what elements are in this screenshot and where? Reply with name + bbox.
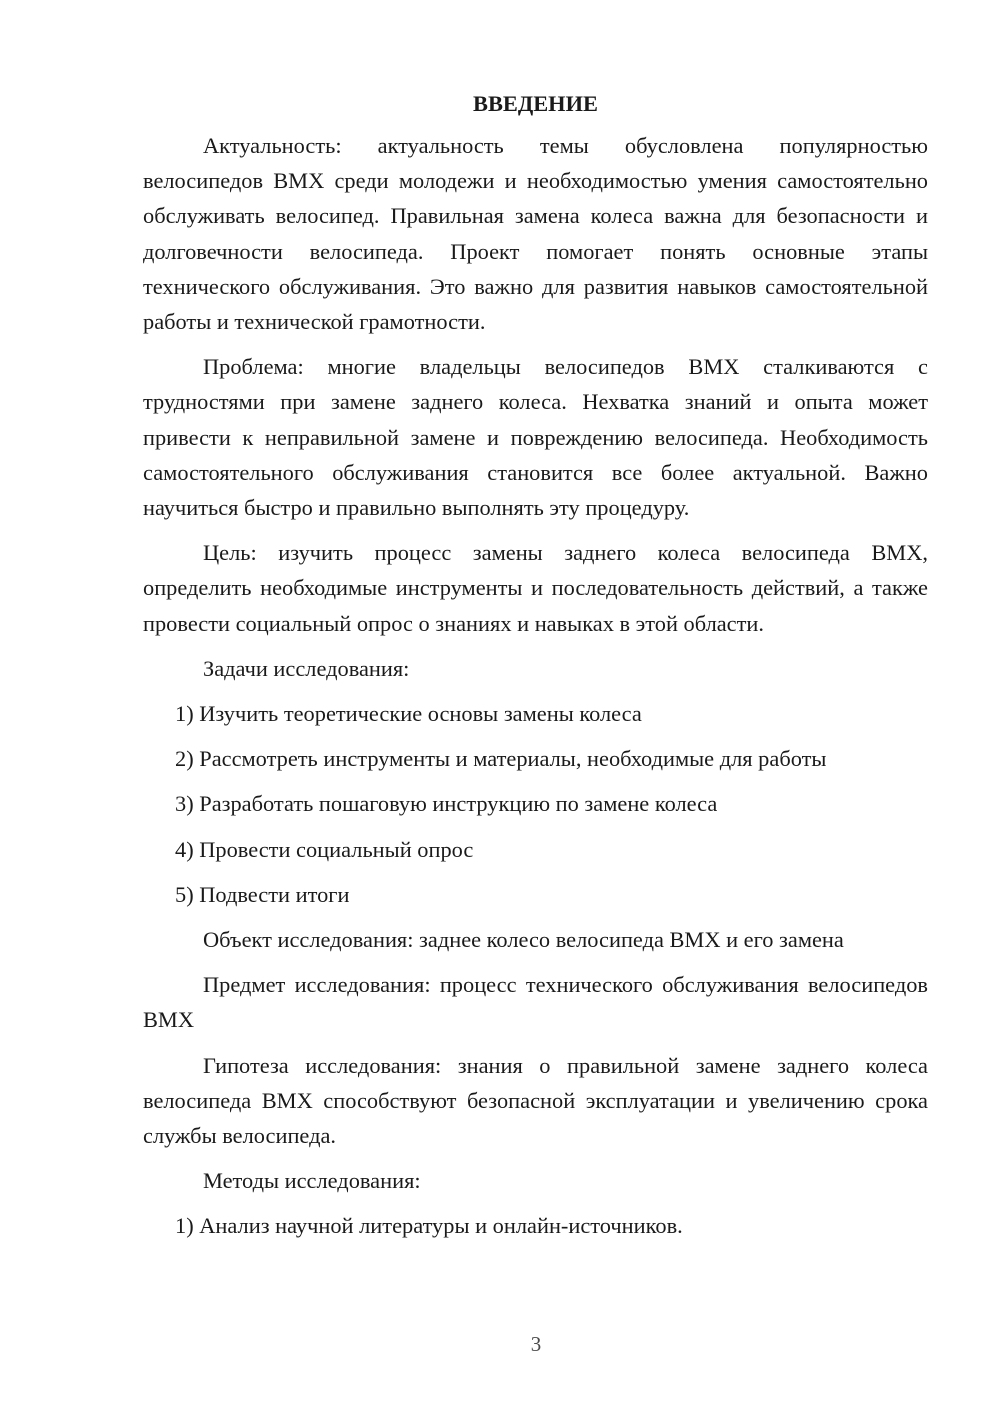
task-item-5: 5) Подвести итоги	[175, 881, 350, 907]
goal-paragraph: Цель: изучить процесс замены заднего колеса велосипеда BMX, определить необходимые инструменты и последовательность действий, а также провести социальный опрос о знаниях и навыках в этой области.	[143, 540, 928, 636]
task-item-1: 1) Изучить теоретические основы замены колеса	[175, 701, 642, 727]
hypothesis-paragraph: Гипотеза исследования: знания о правильной замене заднего колеса велосипеда BMX способствуют безопасной эксплуатации и увеличению срока службы велосипеда.	[143, 1052, 928, 1149]
task-item-3: 3) Разработать пошаговую инструкцию по замене колеса	[175, 791, 718, 817]
tasks-heading: Задачи исследования:	[203, 655, 410, 681]
document-page	[143, 88, 928, 1254]
methods-heading: Методы исследования:	[203, 1168, 421, 1194]
section-title: ВВЕДЕНИЕ	[473, 91, 598, 116]
problem-paragraph: Проблема: многие владельцы велосипедов BMX сталкиваются с трудностями при замене заднего колеса. Нехватка знаний и опыта может привести к неправильной замене и повреждению велосипеда. Необходимость самостоятельного обслуживания становится все более актуальной. Важно научиться быстро и правильно выполнять эту процедуру.	[143, 354, 928, 521]
task-item-4: 4) Провести социальный опрос	[175, 836, 474, 862]
method-item-1: 1) Анализ научной литературы и онлайн-источников.	[175, 1213, 683, 1239]
task-item-2: 2) Рассмотреть инструменты и материалы, необходимые для работы	[175, 746, 827, 772]
object-paragraph: Объект исследования: заднее колесо велосипеда BMX и его замена	[203, 927, 844, 953]
relevance-paragraph: Актуальность: актуальность темы обусловлена популярностью велосипедов BMX среди молодежи и необходимостью умения самостоятельно обслуживать велосипед. Правильная замена колеса важна для безопасности и долговечности велосипеда. Проект помогает понять основные этапы технического обслуживания. Это важно для развития навыков самостоятельной работы и технической грамотности.	[143, 133, 928, 335]
subject-paragraph: Предмет исследования: процесс технического обслуживания велосипедов BMX	[143, 972, 928, 1033]
page-number: 3	[530, 1332, 542, 1356]
